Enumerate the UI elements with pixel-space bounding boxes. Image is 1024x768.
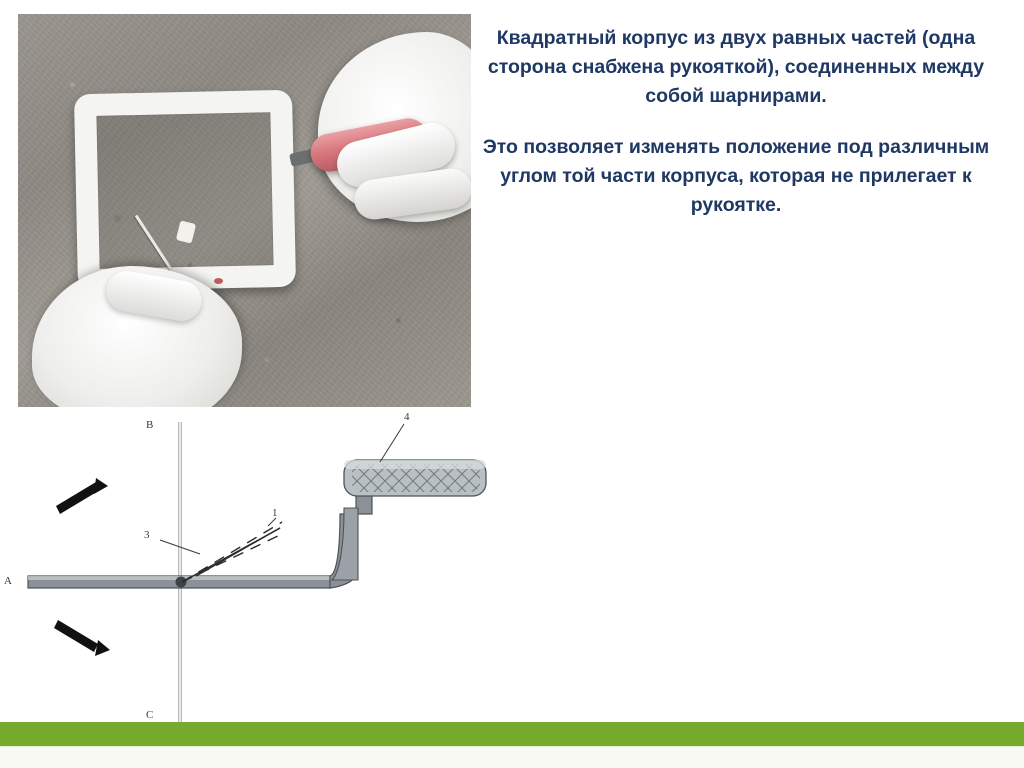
technical-drawing: [0, 404, 560, 734]
drawing-rotation-arrow-lower: [54, 620, 110, 656]
footer-base-bar: [0, 746, 1024, 768]
photo-red-speck: [214, 278, 223, 284]
caption-block: [466, 24, 1006, 220]
drawing-callout-1: 1: [272, 507, 278, 519]
photo-device-in-hands: [18, 14, 471, 407]
footer-accent-bar: [0, 722, 1024, 746]
caption-paragraph-2: Это позволяет изменять положение под различным углом той части корпуса, которая не прилегает к рукоятке.: [482, 136, 990, 216]
drawing-rotation-arrow-upper: [56, 478, 108, 514]
drawing-handle: [344, 460, 486, 496]
caption-paragraph-1: Квадратный корпус из двух равных частей (одна сторона снабжена рукояткой), соединенных между собой шарнирами.: [487, 27, 985, 107]
drawing-callout-4: 4: [404, 411, 410, 423]
photo-white-square-frame: [74, 90, 296, 292]
drawing-axis-label-left: А: [4, 575, 12, 587]
drawing-callout-3: 3: [144, 529, 150, 541]
drawing-axis-label-bottom: С: [146, 709, 154, 721]
drawing-hinge-pivot: [176, 577, 187, 588]
drawing-axis-label-top: В: [146, 419, 154, 431]
drawing-solid-swing-lines: [182, 528, 280, 582]
